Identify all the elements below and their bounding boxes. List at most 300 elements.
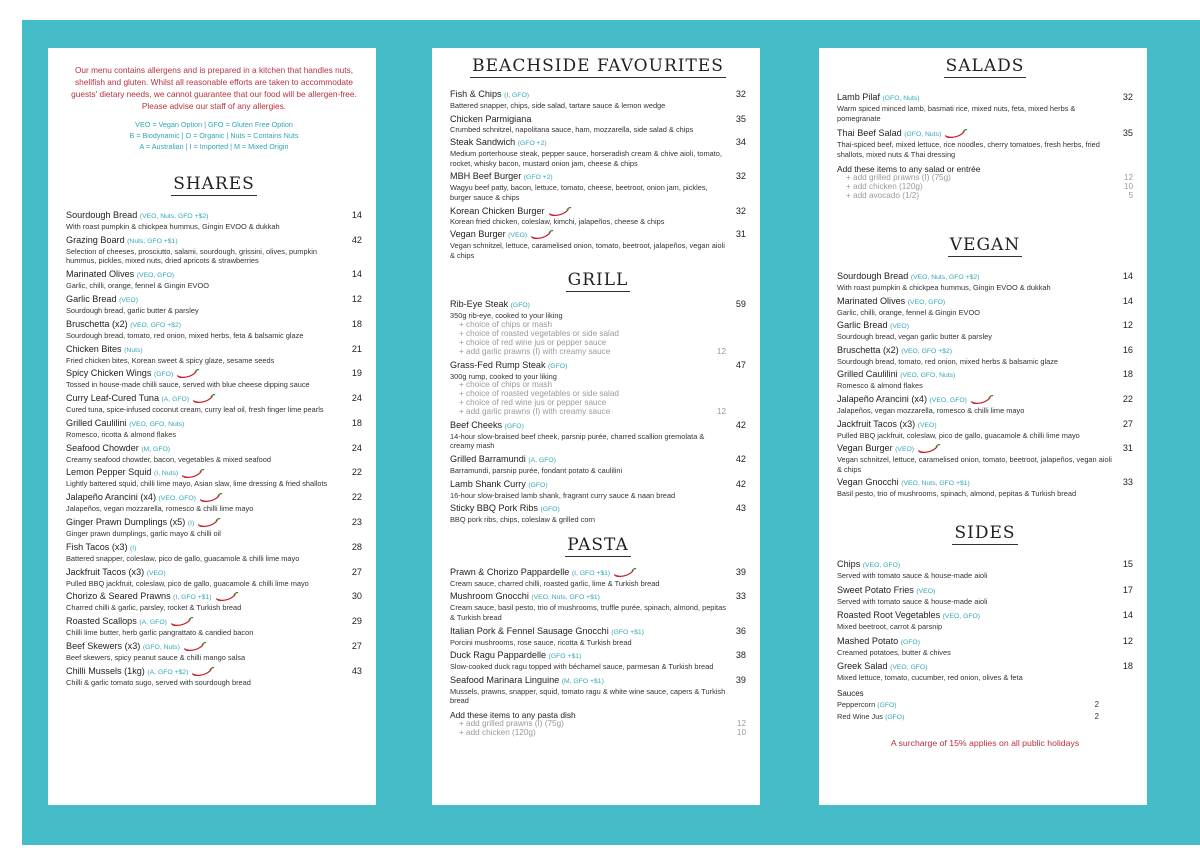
sauces-list [837, 699, 1133, 723]
menu-item [450, 299, 746, 356]
menu-item-title [837, 419, 1113, 431]
menu-item-title [837, 636, 1113, 648]
addon-price: 10 [736, 727, 746, 737]
menu-item-tags: (VEO, Nuts, GFO +$2) [139, 213, 209, 220]
menu-item-description: Slow-cooked duck ragu topped with béchamel sauce, parmesan & Turkish bread [450, 662, 714, 672]
menu-item-description: Garlic, chilli, orange, fennel & Gingin EVOO [66, 281, 209, 291]
menu-item-tags: (GFO) [510, 302, 530, 310]
menu-item-price: 18 [1122, 369, 1133, 380]
addon-text: + add grilled prawns (I) (75g) [846, 173, 951, 183]
option-text: + add garlic prawns (I) with creamy sauce [459, 406, 611, 416]
menu-item-description: Tossed in house-made chilli sauce, served with blue cheese dipping sauce [66, 380, 310, 390]
menu-item-name: Jackfruit Tacos (x3) [66, 566, 145, 577]
menu-item-tags: (Nuts) [124, 346, 143, 354]
menu-item-tags: (A, GFO +$2) [147, 668, 189, 676]
menu-item-title [450, 137, 726, 149]
menu-item-title [450, 479, 726, 491]
menu-item-description: With roast pumpkin & chickpea hummus, Gingin EVOO & dukkah [837, 283, 1051, 293]
option-text: + choice of red wine jus or pepper sauce [459, 337, 607, 347]
menu-item-description: Crumbed schnitzel, napolitana sauce, ham, mozzarella, side salad & chips [450, 124, 694, 134]
chili-icon [215, 592, 239, 601]
sauce-price: 2 [1094, 712, 1099, 721]
menu-item-title [450, 626, 726, 638]
menu-item-name: Vegan Gnocchi [837, 477, 899, 488]
menu-item-description: 14-hour slow-braised beef cheek, parsnip purée, charred scallion gremolata & creamy mash [450, 431, 705, 451]
chili-icon [199, 493, 223, 502]
menu-item-price: 14 [1122, 610, 1133, 621]
menu-item-tags: (GFO) [504, 422, 524, 430]
addon-text: + add chicken (120g) [846, 182, 923, 192]
menu-item-price: 30 [351, 591, 362, 602]
menu-item-tags: (VEO, GFO, Nuts) [129, 420, 185, 428]
menu-item [837, 92, 1133, 123]
menu-item-title [66, 492, 342, 504]
menu-item-name: Bruschetta (x2) [837, 344, 899, 355]
menu-item-title [450, 171, 726, 183]
menu-item-tags: (GFO, Nuts) [904, 131, 942, 139]
menu-item-price: 17 [1122, 584, 1133, 595]
menu-item-tags: (VEO) [917, 421, 937, 429]
menu-item-description: Creamy seafood chowder, bacon, vegetables & mixed seafood [66, 454, 272, 464]
menu-item [450, 503, 746, 525]
menu-item-price: 21 [351, 343, 362, 354]
menu-item-name: Lamb Shank Curry [450, 478, 526, 489]
menu-item-price: 33 [1122, 477, 1133, 488]
menu-item-price: 22 [1122, 394, 1133, 405]
menu-item-description: Thai-spiced beef, mixed lettuce, rice noodles, cherry tomatoes, fresh herbs, fried shallots, mixed nuts & Thai dressing [837, 140, 1100, 159]
menu-item-tags: (M, GFO +$1) [561, 677, 604, 685]
menu-item-description: Selection of cheeses, prosciutto, salami, sourdough, grissini, olives, pumpkin hummus, pickles, mixed nuts, dried apricots & strawberries [66, 246, 317, 266]
menu-item-price: 15 [1122, 559, 1133, 570]
menu-item-tags: (VEO, GFO) [890, 664, 928, 672]
menu-item-tags: (VEO, GFO) [907, 298, 946, 306]
menu-item-name: Vegan Burger [837, 443, 893, 454]
menu-item-option [450, 408, 726, 417]
menu-item-price: 42 [735, 419, 746, 430]
menu-item-title [66, 269, 342, 281]
menu-item-price: 39 [735, 566, 746, 577]
menu-item-description: Creamed potatoes, butter & chives [837, 647, 951, 657]
grill-list [450, 299, 746, 524]
menu-item-name: MBH Beef Burger [450, 171, 522, 182]
menu-item-title [837, 92, 1113, 104]
menu-item [66, 517, 362, 539]
sauce-item [837, 711, 1133, 723]
menu-item-tags: (VEO) [916, 587, 936, 595]
allergen-notice: Our menu contains allergens and is prepared in a kitchen that handles nuts, shellfish and gluten. Whilst all reasonable efforts are taken to accommodate guests' dietary needs, we cannot guarantee that our food will be allergen-free. Please advise our staff of any allergies. [71, 65, 357, 111]
menu-item [837, 636, 1133, 658]
menu-item-price: 39 [735, 674, 746, 685]
menu-item [66, 269, 362, 291]
menu-item-tags: (I, GFO) [504, 92, 530, 99]
menu-item-title [66, 393, 342, 405]
menu-item [66, 567, 362, 589]
menu-item-price: 33 [735, 591, 746, 602]
menu-item-title [66, 641, 342, 653]
menu-item-name: Jackfruit Tacos (x3) [837, 418, 916, 429]
menu-item-description: Jalapeños, vegan mozzarella, romesco & chilli lime mayo [66, 504, 254, 514]
menu-item-name: Greek Salad [837, 661, 888, 672]
legend-line-2: B = Biodynamic | O = Organic | Nuts = Contains Nuts [129, 131, 299, 140]
menu-item [66, 492, 362, 514]
menu-item [837, 394, 1133, 416]
menu-item-name: Vegan Burger [450, 229, 506, 240]
menu-item-tags: (VEO) [890, 323, 909, 331]
menu-item-title [837, 128, 1113, 140]
option-text: + choice of chips or mash [459, 380, 553, 390]
menu-item [837, 610, 1133, 632]
menu-item-title [66, 666, 342, 678]
beachside-list [450, 89, 746, 260]
menu-item-name: Chicken Parmigiana [450, 113, 532, 124]
option-text: + choice of roasted vegetables or side salad [459, 328, 619, 338]
menu-item-name: Beef Skewers (x3) [66, 640, 141, 651]
menu-item-description: Beef skewers, spicy peanut sauce & chilli mango salsa [66, 652, 246, 662]
menu-item [66, 319, 362, 341]
menu-item-tags: (A, GFO) [161, 396, 190, 404]
menu-item-tags: (VEO, GFO +$2) [130, 321, 182, 329]
chili-icon [530, 230, 554, 239]
menu-item-description: Porcini mushrooms, rose sauce, ricotta & Turkish bread [450, 637, 632, 647]
menu-item-price: 23 [351, 516, 362, 527]
menu-item-title [837, 271, 1113, 283]
menu-item [450, 206, 746, 227]
menu-item-price: 32 [735, 89, 746, 99]
menu-item-price: 18 [351, 417, 362, 428]
menu-item-title [66, 235, 342, 247]
menu-item-title [66, 418, 342, 430]
menu-item-title [66, 591, 342, 603]
menu-item [450, 137, 746, 168]
menu-item-tags: (GFO, Nuts) [142, 643, 180, 651]
chili-icon [613, 568, 637, 577]
menu-item-price: 43 [351, 665, 362, 676]
menu-item-tags: (GFO +2) [517, 140, 547, 148]
menu-item-tags: (VEO) [119, 296, 138, 304]
menu-item-name: Curry Leaf-Cured Tuna [66, 393, 160, 404]
menu-item-name: Lamb Pilaf [837, 92, 880, 102]
menu-item [450, 454, 746, 476]
menu-item-description: Pulled BBQ jackfruit, coleslaw, pico de gallo, guacamole & chilli lime mayo [837, 430, 1080, 440]
sauces-title: Sauces [837, 689, 864, 698]
menu-item-tags: (M, GFO) [141, 445, 171, 453]
chili-icon [176, 369, 200, 378]
legend-line-1: VEO = Vegan Option | GFO = Gluten Free Option [135, 120, 293, 129]
menu-item-name: Prawn & Chorizo Pappardelle [450, 566, 570, 577]
chili-icon [970, 395, 994, 404]
menu-item-name: Ginger Prawn Dumplings (x5) [66, 516, 186, 527]
menu-item-title [66, 443, 342, 455]
menu-item-title [837, 559, 1113, 571]
holiday-surcharge: A surcharge of 15% applies on all public holidays [890, 738, 1080, 748]
menu-item-price: 42 [735, 478, 746, 489]
menu-item-tags: (VEO, Nuts, GFO +$1) [901, 480, 970, 488]
menu-item [450, 360, 746, 417]
menu-item-tags: (I, GFO +$1) [173, 594, 212, 602]
menu-item-price: 43 [735, 503, 746, 514]
menu-item-description: Vegan schnitzel, lettuce, caramelised onion, tomato, beetroot, jalapeños, vegan aioli & chips [837, 455, 1112, 474]
menu-item-price: 14 [1122, 295, 1133, 306]
menu-item-title [450, 229, 726, 241]
menu-item-name: Sourdough Bread [837, 271, 909, 282]
option-text: + choice of roasted vegetables or side salad [459, 389, 619, 399]
sauce-tags: (GFO) [885, 714, 905, 721]
menu-item [450, 675, 746, 706]
menu-item-name: Korean Chicken Burger [450, 205, 545, 216]
menu-item-price: 31 [735, 229, 746, 240]
menu-item-name: Grilled Caulilini [837, 369, 898, 380]
menu-item [66, 368, 362, 390]
menu-item-description: Korean fried chicken, coleslaw, kimchi, jalapeños, cheese & chips [450, 216, 665, 226]
menu-item [66, 418, 362, 440]
menu-item [66, 393, 362, 415]
menu-item-price: 32 [735, 205, 746, 216]
addon-price: 5 [1128, 191, 1133, 201]
menu-item [450, 420, 746, 451]
menu-item-title [450, 454, 726, 466]
menu-item-description: Sourdough bread, tomato, red onion, mixed herbs & balsamic glaze [837, 356, 1059, 366]
chili-icon [181, 469, 205, 478]
option-price: 12 [716, 346, 726, 356]
menu-item-name: Fish Tacos (x3) [66, 541, 128, 552]
menu-item-title [450, 591, 726, 603]
menu-item-price: 12 [351, 293, 362, 304]
menu-item [66, 443, 362, 465]
chili-icon [191, 667, 215, 676]
menu-item-name: Steak Sandwich [450, 137, 516, 148]
menu-item-name: Roasted Scallops [66, 616, 137, 627]
menu-item-price: 24 [351, 442, 362, 453]
sauce-name: Red Wine Jus [837, 712, 884, 721]
section-title-grill: GRILL [567, 270, 629, 291]
menu-item-title [66, 319, 342, 331]
menu-item-title [66, 467, 342, 479]
addon-item [837, 192, 1133, 201]
menu-item-tags: (VEO, GFO) [929, 397, 967, 405]
menu-item-description: Vegan schnitzel, lettuce, caramelised onion, tomato, beetroot, jalapeños, vegan aioli & chips [450, 241, 725, 260]
menu-item-description: Ginger prawn dumplings, garlic mayo & chilli oil [66, 528, 221, 538]
menu-item-title [450, 206, 726, 217]
chili-icon [192, 394, 216, 403]
option-price: 12 [716, 406, 726, 416]
menu-item-title [66, 616, 342, 628]
menu-item-tags: (GFO) [528, 481, 548, 489]
menu-item [450, 479, 746, 501]
menu-item-name: Chorizo & Seared Prawns [66, 591, 171, 602]
menu-item-tags: (GFO, Nuts) [882, 95, 920, 102]
salad-addons [837, 174, 1133, 201]
menu-item-tags: (GFO +2) [523, 174, 553, 182]
menu-item-title [450, 420, 726, 432]
menu-item-description: Served with tomato sauce & house-made aioli [837, 596, 988, 606]
menu-item-title [450, 114, 726, 125]
menu-item-price: 47 [735, 359, 746, 370]
menu-item-name: Marinated Olives [837, 295, 906, 306]
menu-item [837, 271, 1133, 293]
menu-item-tags: (I) [130, 544, 137, 552]
menu-item-tags: (I, GFO +$1) [571, 569, 611, 577]
salad-addons-title: Add these items to any salad or entrée [837, 164, 981, 175]
menu-item-description: Wagyu beef patty, bacon, lettuce, tomato, cheese, beetroot, onion jam, pickles, burger sauce & chips [450, 183, 708, 202]
menu-item-price: 12 [1122, 635, 1133, 646]
menu-item-tags: (VEO, GFO) [862, 562, 901, 570]
menu-item [837, 128, 1133, 159]
menu-item-price: 19 [351, 368, 362, 379]
menu-item-name: Grilled Barramundi [450, 453, 526, 464]
menu-item-price: 22 [351, 492, 362, 503]
addon-price: 12 [1123, 173, 1133, 183]
menu-item-name: Lemon Pepper Squid [66, 467, 152, 478]
menu-item-description: Mixed beetroot, carrot & parsnip [837, 622, 943, 632]
menu-item-price: 28 [351, 541, 362, 552]
menu-item-description: BBQ pork ribs, chips, coleslaw & grilled corn [450, 515, 595, 525]
menu-item-name: Garlic Bread [837, 320, 888, 331]
menu-item [450, 171, 746, 202]
menu-item-price: 16 [1122, 344, 1133, 355]
addon-price: 10 [1123, 182, 1133, 192]
menu-item-name: Chips [837, 559, 861, 570]
dietary-legend [66, 119, 362, 152]
menu-item [837, 477, 1133, 499]
salads-list [837, 92, 1133, 159]
addon-price: 12 [736, 718, 746, 728]
menu-item-price: 12 [1122, 320, 1133, 331]
menu-item-description: Mixed lettuce, tomato, cucumber, red onion, olives & feta [837, 673, 1023, 683]
pasta-addons-title: Add these items to any pasta dish [450, 709, 576, 720]
menu-item-tags: (I, Nuts) [153, 470, 179, 478]
menu-item [837, 296, 1133, 318]
menu-item-name: Jalapeño Arancini (x4) [837, 394, 927, 405]
menu-item-title [66, 210, 342, 222]
menu-item [450, 626, 746, 648]
menu-item-description: Sourdough bread, tomato, red onion, mixed herbs, feta & balsamic glaze [66, 330, 304, 340]
sauce-tags: (GFO) [877, 702, 897, 709]
menu-item-description: 300g rump, cooked to your liking [450, 371, 557, 381]
menu-item-name: Grilled Caulilini [66, 417, 127, 428]
menu-item-description: Barramundi, parsnip purée, fondant potato & caulilini [450, 465, 623, 475]
section-title-beachside: BEACHSIDE FAVOURITES [472, 56, 724, 76]
menu-item-title [66, 294, 342, 306]
menu-item-tags: (VEO, GFO) [136, 272, 175, 280]
menu-item-title [837, 369, 1113, 381]
menu-item-title [66, 517, 342, 529]
shares-list [66, 210, 362, 687]
menu-item-price: 36 [735, 625, 746, 636]
menu-item-name: Sourdough Bread [66, 210, 138, 220]
menu-item-tags: (I) [187, 519, 195, 527]
menu-item-name: Bruschetta (x2) [66, 318, 128, 329]
section-title-salads: SALADS [945, 56, 1025, 76]
menu-item-name: Grazing Board [66, 234, 125, 245]
menu-item-name: Beef Cheeks [450, 419, 503, 430]
menu-item-tags: (VEO, GFO, Nuts) [900, 372, 956, 380]
menu-item [837, 369, 1133, 391]
menu-item-option [450, 348, 726, 357]
menu-item-name: Fish & Chips [450, 89, 502, 99]
menu-item-title [450, 299, 726, 311]
option-text: + choice of red wine jus or pepper sauce [459, 397, 607, 407]
menu-item-description: Pulled BBQ jackfruit, coleslaw, pico de gallo, guacamole & chilli lime mayo [66, 578, 309, 588]
menu-item-name: Duck Ragu Pappardelle [450, 650, 547, 661]
menu-item [450, 229, 746, 260]
pasta-addons [450, 720, 746, 738]
menu-item-description: Cream sauce, charred chilli, roasted garlic, lime & Turkish bread [450, 578, 660, 588]
menu-item-description: Medium porterhouse steak, pepper sauce, horseradish cream & chive aioli, tomato, rocket, whisky bacon, mustard onion jam, cheese & chips [450, 149, 722, 168]
menu-item-description: Fried chicken bites, Korean sweet & spicy glaze, sesame seeds [66, 355, 275, 365]
menu-item-tags: (A, GFO) [528, 456, 556, 464]
menu-item-title [837, 345, 1113, 357]
menu-item-price: 42 [351, 234, 362, 245]
menu-item [450, 89, 746, 111]
chili-icon [197, 518, 221, 527]
menu-item [66, 666, 362, 688]
menu-item-tags: (VEO) [146, 569, 166, 577]
menu-item-price: 31 [1122, 443, 1133, 454]
menu-item-price: 24 [351, 393, 362, 404]
menu-item-description: 16-hour slow-braised lamb shank, fragrant curry sauce & naan bread [450, 490, 676, 500]
menu-item-description: Mussels, prawns, snapper, squid, tomato ragu & white wine sauce, capers & Turkish bread [450, 686, 726, 706]
panel-left [48, 48, 376, 805]
pasta-list [450, 567, 746, 706]
menu-item-description: Battered snapper, chips, side salad, tartare sauce & lemon wedge [450, 101, 666, 110]
menu-item-name: Marinated Olives [66, 269, 135, 280]
menu-item [837, 320, 1133, 342]
menu-item-tags: (GFO +$1) [611, 628, 644, 636]
panel-right [819, 48, 1147, 805]
menu-item-description: Jalapeños, vegan mozzarella, romesco & chilli lime mayo [837, 406, 1025, 416]
addon-text: + add chicken (120g) [459, 727, 536, 737]
menu-item-description: Battered snapper, coleslaw, pico de gallo, guacamole & chilli lime mayo [66, 553, 300, 563]
menu-item-price: 35 [1122, 128, 1133, 139]
menu-item-price: 22 [351, 467, 362, 478]
menu-item [837, 419, 1133, 441]
menu-item-title [837, 585, 1113, 597]
menu-item-title [837, 443, 1113, 455]
option-text: + choice of chips or mash [459, 319, 553, 329]
addon-item [450, 729, 746, 738]
menu-item-title [66, 344, 342, 356]
menu-item [450, 567, 746, 589]
menu-item-name: Garlic Bread [66, 293, 117, 304]
menu-item-tags: (GFO) [900, 638, 920, 646]
menu-item [450, 114, 746, 135]
menu-item-name: Sticky BBQ Pork Ribs [450, 503, 538, 514]
chili-icon [548, 207, 572, 216]
menu-item-description: Warm spiced minced lamb, basmati rice, mixed nuts, feta, mixed herbs & pomegranate [837, 104, 1076, 123]
menu-item-description: Charred chilli & garlic, parsley, rocket & Turkish bread [66, 603, 242, 613]
menu-item [66, 235, 362, 266]
menu-item-title [837, 320, 1113, 332]
menu-item-title [450, 675, 726, 687]
menu-item [837, 443, 1133, 474]
menu-item [837, 661, 1133, 683]
menu-item-description: Sourdough bread, vegan garlic butter & parsley [837, 332, 992, 342]
menu-item [66, 294, 362, 316]
menu-item-title [66, 567, 342, 579]
menu-item-tags: (VEO, Nuts, GFO +$2) [910, 274, 980, 282]
menu-item [837, 585, 1133, 607]
menu-item-name: Seafood Marinara Linguine [450, 674, 560, 685]
menu-item [837, 559, 1133, 581]
menu-item-price: 27 [351, 566, 362, 577]
addon-text: + add grilled prawns (I) (75g) [459, 718, 564, 728]
menu-item-title [450, 89, 726, 101]
menu-item-tags: (GFO +$1) [548, 653, 582, 661]
section-title-vegan: VEGAN [949, 235, 1021, 256]
menu-item-price: 27 [351, 640, 362, 651]
menu-item-price: 18 [1122, 661, 1133, 672]
menu-item-tags: (A, GFO) [139, 619, 167, 627]
